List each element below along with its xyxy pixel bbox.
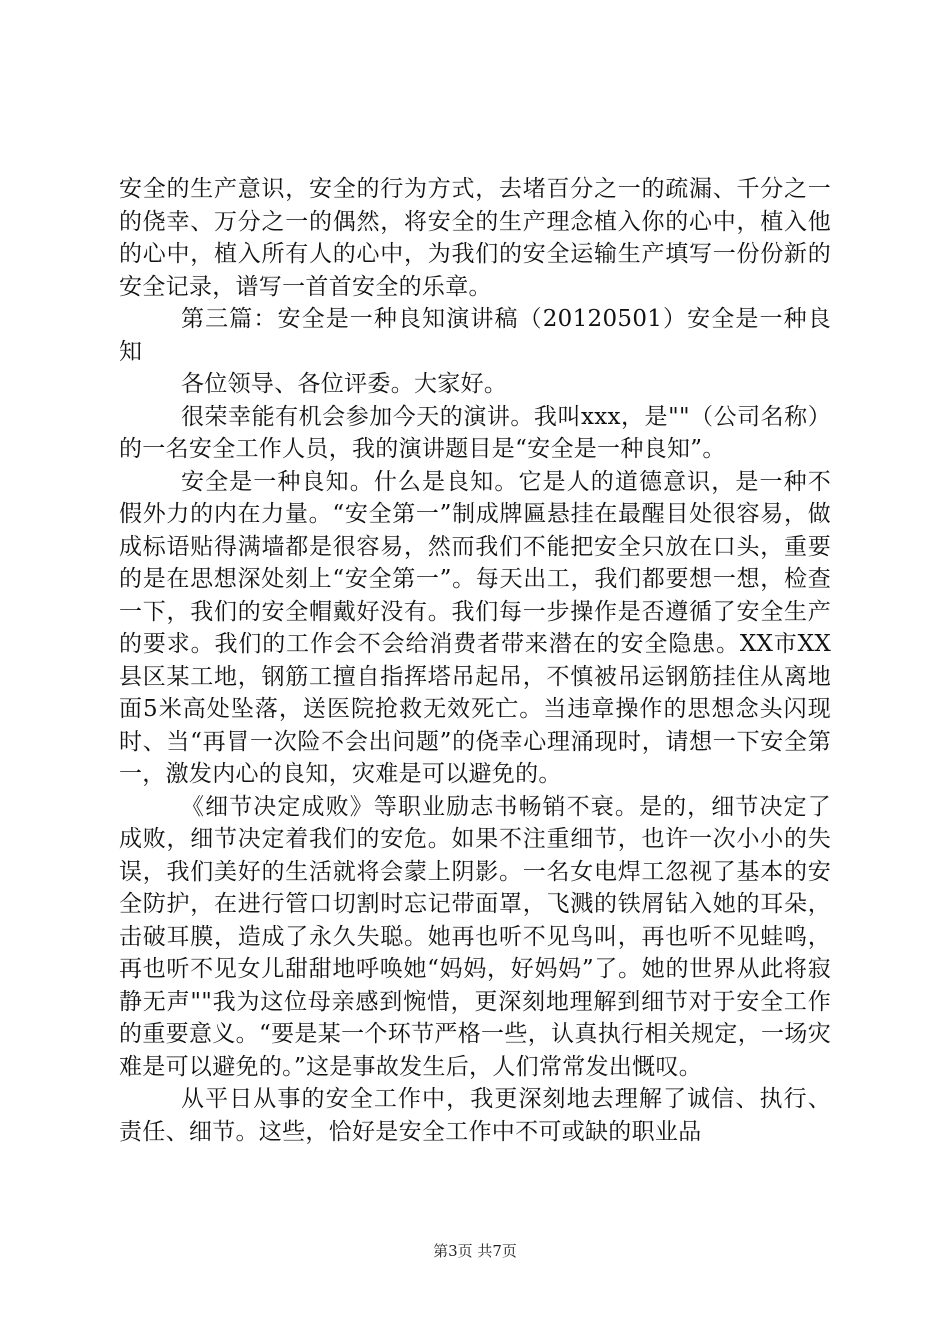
paragraph-intro: 很荣幸能有机会参加今天的演讲。我叫xxx，是""（公司名称）的一名安全工作人员，我的演讲题目是“安全是一种良知”。 xyxy=(119,403,831,462)
paragraph-greeting: 各位领导、各位评委。大家好。 xyxy=(181,371,508,397)
paragraph-details: 《细节决定成败》等职业励志书畅销不衰。是的，细节决定了成败，细节决定着我们的安危。如果不注重细节，也许一次小小的失误，我们美好的生活就将会蒙上阴影。一名女电焊工忽视了基本的安全防护，在进行管口切割时忘记带面罩，飞溅的铁屑钻入她的耳朵，击破耳膜，造成了永久失聪。她再也听不见鸟叫，再也听不见蛙鸣，再也听不见女儿甜甜地呼唤她“妈妈，好妈妈”了。她的世界从此将寂静无声""我为这位母亲感到惋惜，更深刻地理解到细节对于安全工作的重要意义。“要是某一个环节严格一些，认真执行相关规定，一场灾难是可以避免的。”这是事故发生后，人们常常发出慨叹。 xyxy=(119,793,831,1080)
page-footer: 第3页 共7页 xyxy=(433,1242,517,1260)
paragraph-integrity: 从平日从事的安全工作中，我更深刻地去理解了诚信、执行、责任、细节。这些，恰好是安全工作中不可或缺的职业品 xyxy=(119,1086,831,1145)
paragraph-conscience: 安全是一种良知。什么是良知。它是人的道德意识，是一种不假外力的内在力量。“安全第一”制成牌匾悬挂在最醒目处很容易，做成标语贴得满墙都是很容易，然而我们不能把安全只放在口头，重要的是在思想深处刻上“安全第一”。每天出工，我们都要想一想，检查一下，我们的安全帽戴好没有。我们每一步操作是否遵循了安全生产的要求。我们的工作会不会给消费者带来潜在的安全隐患。XX市XX县区某工地，钢筋工擅自指挥塔吊起吊，不慎被吊运钢筋挂住从离地面5米高处坠落，送医院抢救无效死亡。当违章操作的思想念头闪现时、当“再冒一次险不会出问题”的侥幸心理涌现时，请想一下安全第一，激发内心的良知，灾难是可以避免的。 xyxy=(119,468,831,787)
paragraph-continuation: 安全的生产意识，安全的行为方式，去堵百分之一的疏漏、千分之一的侥幸、万分之一的偶然，将安全的生产理念植入你的心中，植入他的心中，植入所有人的心中，为我们的安全运输生产填写一份份新的安全记录，谱写一首首安全的乐章。 xyxy=(119,176,831,300)
document-body xyxy=(119,173,831,1148)
section-heading: 第三篇：安全是一种良知演讲稿（20120501）安全是一种良知 xyxy=(119,306,831,365)
